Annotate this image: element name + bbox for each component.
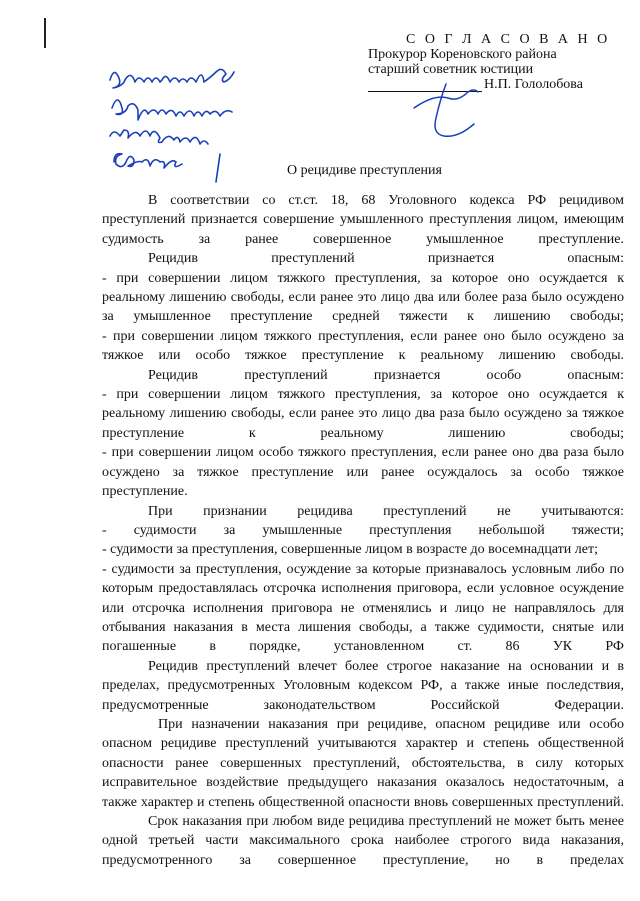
margin-mark xyxy=(44,18,46,48)
approval-heading: С О Г Л А С О В А Н О xyxy=(406,32,611,47)
paragraph: Рецидив преступлений признается особо опасным: xyxy=(148,367,624,383)
approval-position: Прокурор Кореновского района xyxy=(368,47,557,62)
paragraph: - при совершении лицом тяжкого преступления, за которое оно осуждается к реальному лишению свободы, если ранее это лицо два или более раза было осуждено за умышленное преступление средней тяжести к лишению свободы; xyxy=(102,270,624,325)
paragraph: Срок наказания при любом виде рецидива преступлений не может быть менее одной третьей части максимального срока наиболее строгого вида наказания, предусмотренного за совершенное преступление, но в пределах xyxy=(102,814,624,868)
paragraph: - судимости за преступления, осуждение за которые признавалось условным либо по которым предоставлялась отсрочка исполнения приговора, если условное осуждение или отсрочка исполнения приговора не отменялись и лицо не направлялось для отбывания наказания в места лишения свободы, а также судимости, снятые или погашенные в порядке, установленном ст. 86 УК РФ xyxy=(102,561,624,655)
signature xyxy=(410,78,500,148)
paragraph: Рецидив преступлений признается опасным: xyxy=(148,251,624,267)
paragraph: При признании рецидива преступлений не учитываются: xyxy=(148,503,624,519)
paragraph: - при совершении лицом особо тяжкого преступления, если ранее оно два раза было осуждено за тяжкое преступление или ранее осуждалось за особо тяжкое преступление. xyxy=(102,445,624,500)
document-body xyxy=(102,191,624,870)
paragraph: - при совершении лицом тяжкого преступления, если ранее оно было осуждено за тяжкое или особо тяжкое преступление к реальному лишению свободы. xyxy=(102,328,624,364)
paragraph: Рецидив преступлений влечет более строгое наказание на основании и в пределах, предусмотренных Уголовным кодексом РФ, а также иные последствия, предусмотренные законодательством Российской Федерации. xyxy=(102,658,624,713)
paragraph: В соответствии со ст.ст. 18, 68 Уголовного кодекса РФ рецидивом преступлений признается совершение умышленного преступления лицом, имеющим судимость за ранее совершенное умышленное преступление. xyxy=(102,193,624,247)
handwritten-note xyxy=(102,58,302,188)
paragraph: - судимости за преступления, совершенные лицом в возрасте до восемнадцати лет; xyxy=(102,542,598,558)
paragraph: При назначении наказания при рецидиве, опасном рецидиве или особо опасном рецидиве преступлений учитываются характер и степень общественной опасности ранее совершенных преступлений, обстоятельства, в силу которых исправительное воздействие предыдущего наказания оказалось недостаточным, а также характер и степень общественной опасности вновь совершенных преступлений. xyxy=(102,716,624,810)
paragraph: - судимости за умышленные преступления небольшой тяжести; xyxy=(102,522,624,538)
document-title: О рецидиве преступления xyxy=(287,163,442,178)
paragraph: - при совершении лицом тяжкого преступления, за которое оно осуждается к реальному лишению свободы, если ранее это лицо два раза было осуждено за тяжкое преступление к реальному лишению свободы; xyxy=(102,387,624,441)
approval-name: Н.П. Гололобова xyxy=(484,77,583,92)
approval-rank: старший советник юстиции xyxy=(368,62,534,77)
